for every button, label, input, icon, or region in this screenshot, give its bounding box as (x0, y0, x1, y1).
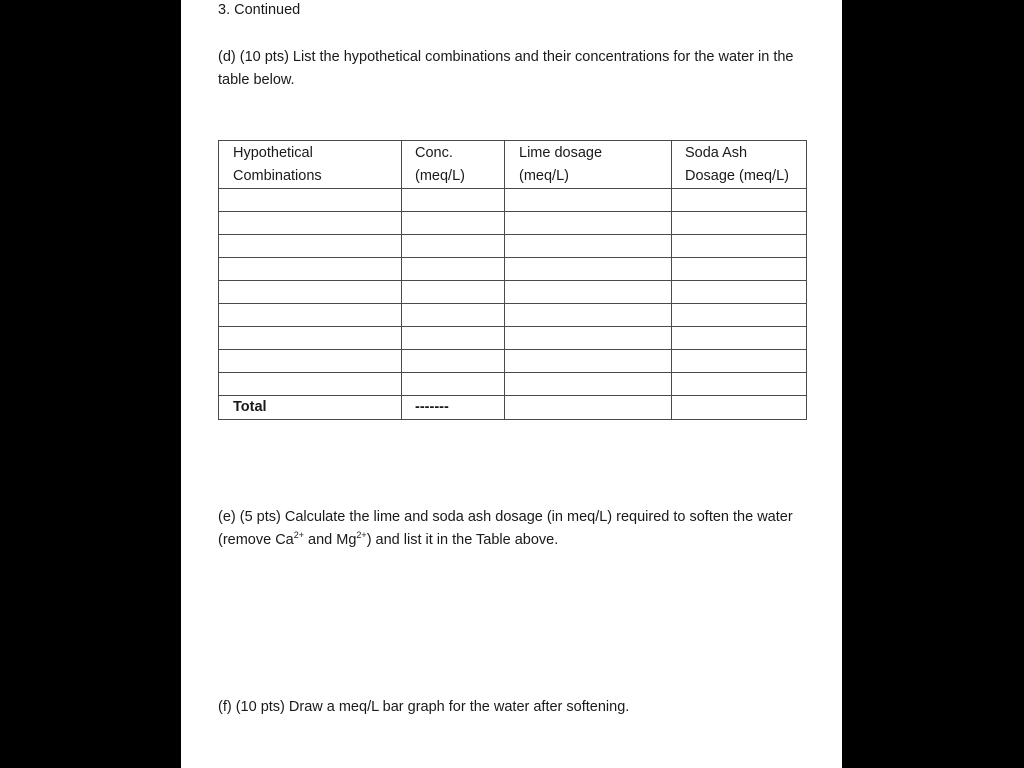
table-cell[interactable] (672, 258, 807, 281)
table-cell[interactable] (402, 212, 505, 235)
question-f-text: (f) (10 pts) Draw a meq/L bar graph for the water after softening. (218, 699, 630, 715)
header-hypothetical-combinations: Hypothetical Combinations (219, 141, 402, 189)
table-cell[interactable] (402, 304, 505, 327)
table-row (219, 373, 807, 396)
table-total-row (219, 396, 807, 420)
table-cell[interactable] (402, 281, 505, 304)
table-cell[interactable] (402, 327, 505, 350)
table-cell[interactable] (672, 212, 807, 235)
header-soda-ash-dosage: Soda Ash Dosage (meq/L) (672, 141, 807, 189)
table-cell[interactable] (672, 189, 807, 212)
question-e-text: (e) (5 pts) Calculate the lime and soda ash dosage (in meq/L) required to soften the water (remove $Ca^{2+}$ and $Mg^{2+}$) and list it in the Table above. (218, 509, 793, 548)
total-conc: ------- (402, 396, 505, 420)
table-row (219, 327, 807, 350)
table-cell[interactable] (219, 304, 402, 327)
table-cell[interactable] (505, 189, 672, 212)
total-label: Total (219, 396, 402, 420)
table-cell[interactable] (219, 350, 402, 373)
hypothetical-combinations-table (218, 140, 807, 420)
table-cell[interactable] (672, 304, 807, 327)
table-cell[interactable] (505, 350, 672, 373)
table-row (219, 304, 807, 327)
table-cell[interactable] (219, 235, 402, 258)
table-cell[interactable] (219, 189, 402, 212)
table-header-row (219, 141, 807, 189)
table-cell[interactable] (402, 350, 505, 373)
table-cell[interactable] (402, 258, 505, 281)
section-heading: 3. Continued (218, 2, 301, 18)
table-row (219, 258, 807, 281)
table-cell[interactable] (505, 304, 672, 327)
table-cell[interactable] (672, 373, 807, 396)
header-lime-dosage: Lime dosage (meq/L) (505, 141, 672, 189)
table-cell[interactable] (505, 281, 672, 304)
table-cell[interactable] (505, 373, 672, 396)
table-cell[interactable] (219, 281, 402, 304)
table-row (219, 235, 807, 258)
table-cell[interactable] (402, 373, 505, 396)
total-soda[interactable] (672, 396, 807, 420)
table-cell[interactable] (672, 327, 807, 350)
table-cell[interactable] (505, 327, 672, 350)
table-row (219, 189, 807, 212)
table-cell[interactable] (505, 212, 672, 235)
table-cell[interactable] (672, 235, 807, 258)
table-row (219, 350, 807, 373)
table-cell[interactable] (219, 327, 402, 350)
total-lime[interactable] (505, 396, 672, 420)
table-cell[interactable] (402, 189, 505, 212)
document-page (181, 0, 842, 768)
table-cell[interactable] (672, 350, 807, 373)
table-cell[interactable] (672, 281, 807, 304)
table-cell[interactable] (505, 258, 672, 281)
question-d-text: (d) (10 pts) List the hypothetical combinations and their concentrations for the water in the table below. (218, 49, 794, 88)
table-cell[interactable] (505, 235, 672, 258)
table-cell[interactable] (402, 235, 505, 258)
table-row (219, 212, 807, 235)
table-row (219, 281, 807, 304)
table-cell[interactable] (219, 373, 402, 396)
table-cell[interactable] (219, 212, 402, 235)
header-conc: Conc. (meq/L) (402, 141, 505, 189)
table-cell[interactable] (219, 258, 402, 281)
